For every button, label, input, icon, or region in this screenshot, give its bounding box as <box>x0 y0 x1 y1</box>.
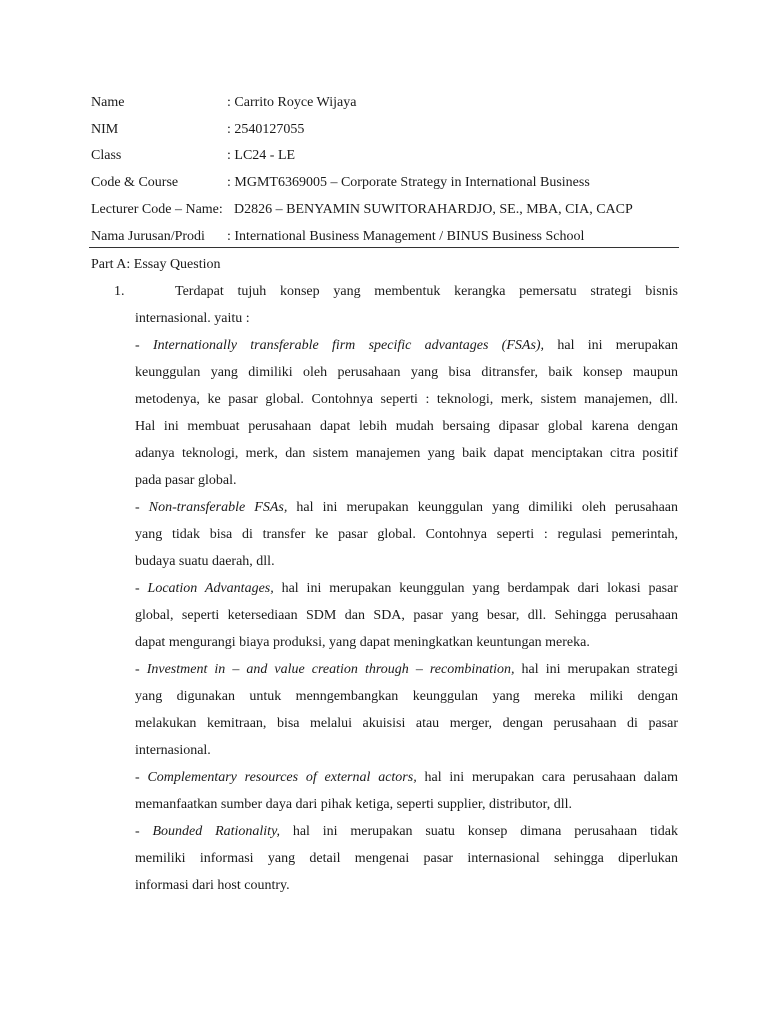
paragraph-line: informasi dari host country. <box>135 878 290 893</box>
prodi-value: : International Business Management / BINUS Business School <box>227 229 585 244</box>
paragraph-line: Terdapat tujuh konsep yang membentuk kerangka pemersatu strategi bisnis <box>175 284 678 299</box>
paragraph-line: memanfaatkan sumber daya dari pihak ketiga, seperti supplier, distributor, dll. <box>135 797 573 812</box>
dash: - <box>135 824 153 839</box>
term-desc: hal ini merupakan strategi <box>514 662 678 677</box>
question-number: 1. <box>114 284 125 299</box>
name-value: : Carrito Royce Wijaya <box>227 95 357 110</box>
paragraph-line: adanya teknologi, merk, dan sistem manajemen yang baik dapat menciptakan citra positif <box>135 446 678 461</box>
paragraph-line: dapat mengurangi biaya produksi, yang dapat meningkatkan keuntungan mereka. <box>135 635 590 650</box>
paragraph-line: Hal ini membuat perusahaan dapat lebih mudah bersaing dipasar global karena dengan <box>135 419 678 434</box>
nim-value: : 2540127055 <box>227 122 305 137</box>
part-title: Part A: Essay Question <box>91 257 221 272</box>
lecturer-label: Lecturer Code – Name: <box>91 202 223 217</box>
class-label: Class <box>91 148 122 163</box>
list-item-fsas <box>135 336 678 356</box>
term-desc: hal ini merupakan keunggulan yang berdampak dari lokasi pasar <box>273 581 679 596</box>
paragraph-line: pada pasar global. <box>135 473 237 488</box>
paragraph-line: memiliki informasi yang detail mengenai pasar internasional sehingga diperlukan <box>135 851 678 866</box>
list-item-recombination <box>135 660 678 680</box>
list-item-bounded-rationality <box>135 822 678 842</box>
paragraph-line: global, seperti ketersediaan SDM dan SDA, pasar yang besar, dll. Sehingga perusahaan <box>135 608 678 623</box>
lecturer-value: D2826 – BENYAMIN SUWITORAHARDJO, SE., MBA, CIA, CACP <box>234 202 633 217</box>
term-bounded-rationality: Bounded Rationality, <box>152 824 281 839</box>
term-desc: hal ini merupakan cara perusahaan dalam <box>416 770 678 785</box>
name-label: Name <box>91 95 125 110</box>
term-complementary: Complementary resources of external actors, <box>147 770 417 785</box>
term-desc: hal ini merupakan keunggulan yang dimiliki oleh perusahaan <box>287 500 678 515</box>
paragraph-line: keunggulan yang dimiliki oleh perusahaan yang bisa ditransfer, baik konsep maupun <box>135 365 678 380</box>
paragraph-line: yang digunakan untuk menngembangkan keunggulan yang mereka miliki dengan <box>135 689 678 704</box>
prodi-label: Nama Jurusan/Prodi <box>91 229 205 244</box>
dash: - <box>135 770 148 785</box>
list-item-complementary <box>135 768 678 788</box>
dash: - <box>135 662 147 677</box>
paragraph-line: yang tidak bisa di transfer ke pasar global. Contohnya seperti : regulasi pemerintah, <box>135 527 678 542</box>
term-desc: hal ini merupakan <box>544 338 679 353</box>
list-item-location <box>135 579 678 599</box>
term-fsas: - Internationally transferable firm specific advantages (FSAs), <box>135 338 545 353</box>
paragraph-line: budaya suatu daerah, dll. <box>135 554 275 569</box>
dash: - <box>135 500 149 515</box>
term-recombination: Investment in – and value creation through – recombination, <box>146 662 515 677</box>
list-item-non-transferable <box>135 498 678 518</box>
term-location: Location Advantages, <box>147 581 274 596</box>
paragraph-line: internasional. <box>135 743 211 758</box>
dash: - <box>135 581 148 596</box>
paragraph-line: internasional. yaitu : <box>135 311 250 326</box>
nim-label: NIM <box>91 122 119 137</box>
paragraph-line: metodenya, ke pasar global. Contohnya seperti : teknologi, merk, sistem manajemen, dll. <box>135 392 678 407</box>
header-divider <box>89 247 679 248</box>
term-non-transferable: Non-transferable FSAs, <box>148 500 288 515</box>
term-desc: hal ini merupakan suatu konsep dimana perusahaan tidak <box>280 824 678 839</box>
course-label: Code & Course <box>91 175 179 190</box>
class-value: : LC24 - LE <box>227 148 296 163</box>
paragraph-line: melakukan kemitraan, bisa melalui akuisisi atau merger, dengan perusahaan di pasar <box>135 716 678 731</box>
course-value: : MGMT6369005 – Corporate Strategy in International Business <box>227 175 590 190</box>
